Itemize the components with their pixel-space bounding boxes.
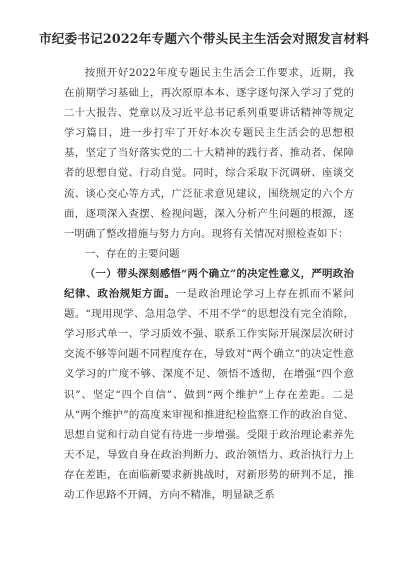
intro-paragraph: 按照开好2022年度专题民主生活会工作要求，近期，我在前期学习基础上，再次原原本本、逐字逐句深入学习了党的二十大报告、党章以及习近平总书记系列重要讲话精神等规定学习篇目，进一步打牢了开好本次专题民主生活会的思想根基，坚定了当好落实党的二十大精神的践行者、推动者、保障者的思想自觉、行动自觉。同时，综合采取下沉调研、座谈交流、谈心交心等方式，广泛征求意见建议，围绕规定的六个方面，逐项深入查摆、检视问题，深入分析产生问题的根源，逐一明确了整改措施与努力方向。现将有关情况对照检查如下：	[64, 67, 354, 240]
document-title: 市纪委书记2022年专题六个带头民主生活会对照发言材料	[38, 31, 370, 46]
document-body	[64, 63, 354, 505]
subsection-paragraph	[64, 264, 354, 505]
subsection-text: 一是政治理论学习上存在抓而不紧问题。“现用现学、急用急学、不用不学”的思想没有完全消除，学习形式单一、学习质效不强、联系工作实际开展深层次研讨交流不够等问题不同程度存在，导致对“两个确立”的决定性意义学习的广度不够、深度不足、领悟不透彻，在增强“四个意识”、坚定“四个自信”、做到“两个维护”上存在差距。二是从“两个维护”的高度来审视和推进纪检监察工作的政治自觉、思想自觉和行动自觉有待进一步增强。受限于政治理论素养先天不足，导致自身在政治判断力、政治领悟力、政治执行力上存在差距，在面临新要求新挑战时，对新形势的研判不足，推动工作思路不开阔，方向不精准，明显缺乏系	[64, 288, 354, 501]
subsection-bold-lead: （一）带头深刻感悟“两个确立”的决定性意义，严明政治纪律、政治规矩方面。	[64, 267, 354, 301]
section-heading: 一、存在的主要问题	[84, 247, 180, 260]
